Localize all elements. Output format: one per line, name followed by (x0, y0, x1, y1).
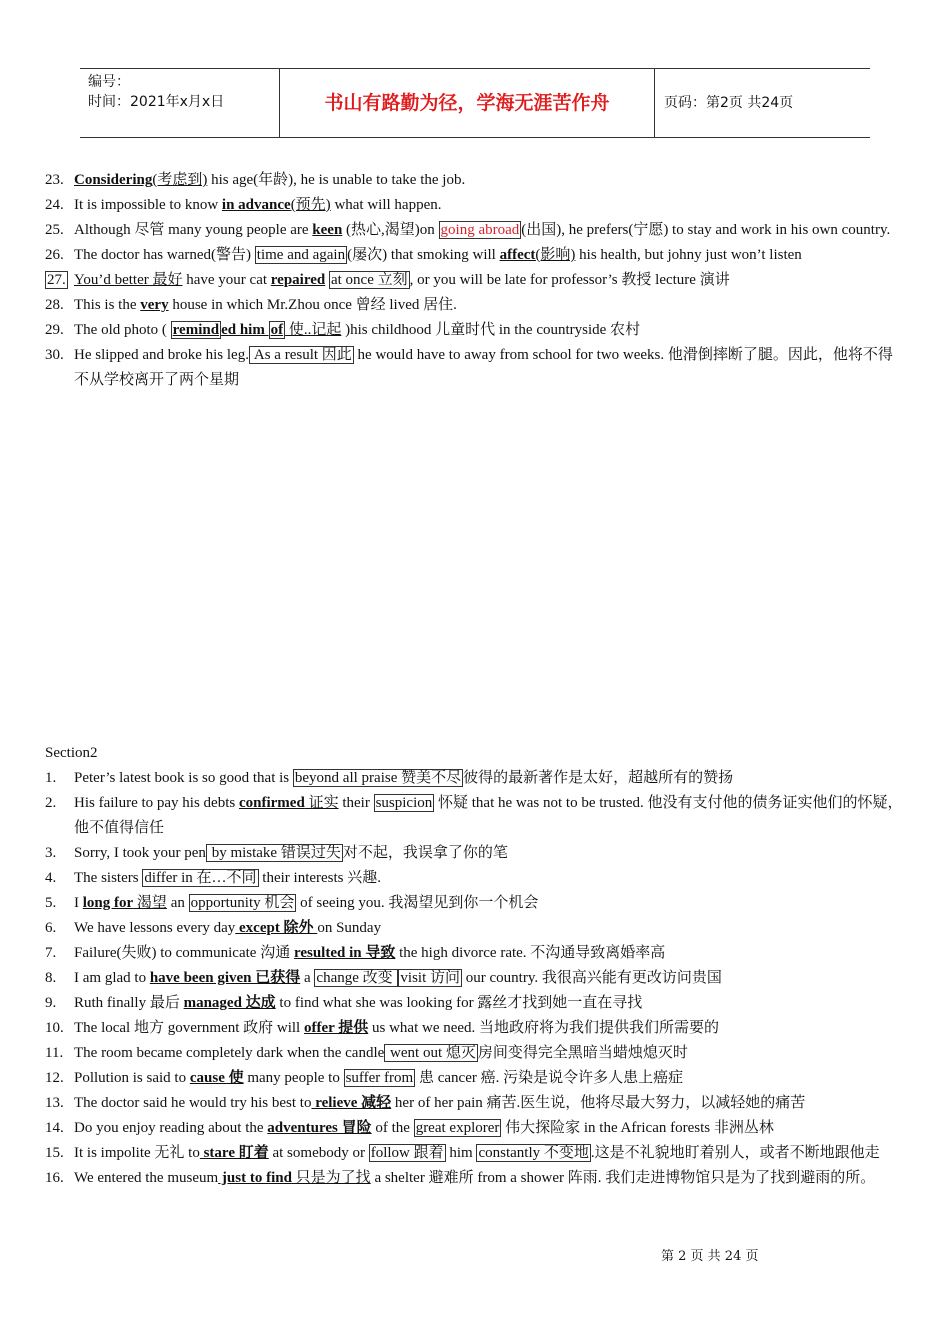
item-text (74, 1116, 905, 1141)
text-run: )his childhood 儿童时代 in the countryside 农村 (341, 322, 641, 338)
list-item (45, 1166, 905, 1191)
item-text (74, 293, 905, 318)
text-run: This is the (74, 297, 141, 313)
item-number: 8. (45, 970, 57, 986)
text-run: his age(年龄), he is unable to take the job. (207, 172, 466, 188)
text-run: affect (499, 247, 536, 263)
text-run: very (140, 297, 169, 313)
item-text (74, 343, 905, 393)
text-run: 只是为了找 (291, 1170, 371, 1186)
item-number: 7. (45, 945, 57, 961)
item-text (74, 991, 905, 1016)
text-run: went out 熄灭 (386, 1045, 476, 1061)
text-run: confirmed (238, 795, 305, 811)
text-run: (热心,渴望)on (342, 222, 439, 238)
text-run: a shelter 避难所 from a shower 阵雨. 我们走进博物馆只是为了找到避雨的所。 (370, 1170, 876, 1186)
text-run: The room became completely dark when the candle (74, 1045, 385, 1061)
text-run: I am glad to (74, 970, 150, 986)
text-run: (屡次) that smoking will (347, 247, 500, 263)
list-item (45, 168, 905, 193)
list-item (45, 243, 905, 268)
list-item (45, 941, 905, 966)
text-run: relieve 减轻 (311, 1095, 392, 1111)
serial-label: 编号： (88, 74, 130, 90)
text-run: keen (312, 222, 343, 238)
section1-list (45, 168, 905, 393)
item-text (74, 1141, 905, 1166)
section2-title: Section2 (45, 745, 98, 761)
text-run: (预先) (290, 197, 331, 213)
item-number: 11. (45, 1045, 64, 1061)
text-run: It is impolite 无礼 to (74, 1145, 200, 1161)
text-run: time and again (256, 247, 346, 263)
text-run: opportunity 机会 (190, 895, 295, 911)
item-number: 13. (45, 1095, 64, 1111)
list-item (45, 318, 905, 343)
section2-list (45, 766, 905, 1191)
text-run: 患 cancer 癌. 污染是说令许多人患上癌症 (415, 1070, 684, 1086)
text-run: house in which Mr.Zhou once 曾经 lived 居住. (168, 297, 457, 313)
item-number: 5. (45, 895, 57, 911)
text-run: long for (82, 895, 134, 911)
list-item (45, 1091, 905, 1116)
text-run: in advance (221, 197, 291, 213)
text-run: him (445, 1145, 477, 1161)
list-item (45, 1016, 905, 1041)
text-run: Ruth finally 最后 (74, 995, 184, 1011)
text-run: Peter’s latest book is so good that is (74, 770, 293, 786)
text-run: The doctor has warned(警告) (74, 247, 255, 263)
item-text (74, 1166, 905, 1191)
list-item (45, 766, 905, 791)
text-run: suffer from (345, 1070, 414, 1086)
item-number: 12. (45, 1070, 64, 1086)
text-run: cause 使 (189, 1070, 244, 1086)
text-run: , or you will be late for professor’s 教授 lecture 演讲 (409, 272, 730, 288)
text-run: 伟大探险家 in the African forests 非洲丛林 (501, 1120, 774, 1136)
text-run: ed him (221, 322, 269, 338)
text-run: The old photo ( (74, 322, 171, 338)
text-run: 怀疑 that he was not to be trusted. 他没有支付他的债务证实他们的怀疑，他不值得信任 (74, 795, 903, 836)
text-run: It is impossible to know (74, 197, 222, 213)
time-label: 时间：2021年x月x日 (88, 94, 225, 110)
text-run: their interests 兴趣. (258, 870, 382, 886)
item-number: 10. (45, 1020, 64, 1036)
text-run: great explorer (415, 1120, 500, 1136)
list-item (45, 791, 905, 841)
text-run: Failure(失败) to communicate 沟通 (74, 945, 294, 961)
list-item (45, 841, 905, 866)
item-text (74, 966, 905, 991)
text-run: The local 地方 government 政府 will (74, 1020, 304, 1036)
item-text (74, 318, 905, 343)
text-run: follow 跟着 (370, 1145, 444, 1161)
text-run: on Sunday (317, 920, 382, 936)
item-number: 14. (45, 1120, 64, 1136)
item-text (74, 243, 905, 268)
item-number: 27. (47, 272, 66, 288)
text-run: her of her pain 痛苦.医生说，他将尽最大努力，以减轻她的痛苦 (391, 1095, 806, 1111)
text-run: at once 立刻 (330, 272, 408, 288)
list-item (45, 916, 905, 941)
text-run: repaired (270, 272, 326, 288)
text-run: constantly 不变地 (478, 1145, 589, 1161)
text-run: at somebody or (268, 1145, 369, 1161)
text-run: the high divorce rate. 不沟通导致离婚率高 (395, 945, 666, 961)
header-page-number: 页码：第2页 共24页 (664, 95, 794, 111)
item-number: 15. (45, 1145, 64, 1161)
item-number: 4. (45, 870, 57, 886)
list-item (45, 293, 905, 318)
item-text (74, 841, 905, 866)
list-item (45, 966, 905, 991)
text-run: us what we need. 当地政府将为我们提供我们所需要的 (368, 1020, 720, 1036)
text-run: visit 访问 (400, 970, 460, 986)
text-run: of seeing you. 我渴望见到你一个机会 (296, 895, 539, 911)
text-run: I (74, 895, 83, 911)
item-text (74, 866, 905, 891)
text-run: Sorry, I took your pen (74, 845, 206, 861)
text-run: 对不起，我误拿了你的笔 (342, 845, 508, 861)
item-text (74, 891, 905, 916)
list-item (45, 991, 905, 1016)
item-text (74, 941, 905, 966)
text-run: offer 提供 (303, 1020, 369, 1036)
text-run: adventures 冒险 (267, 1120, 372, 1136)
page-header (80, 68, 870, 138)
item-number: 2. (45, 795, 57, 811)
text-run: a (300, 970, 315, 986)
text-run: beyond all praise 赞美不尽 (294, 770, 462, 786)
item-text (74, 193, 905, 218)
list-item (45, 1116, 905, 1141)
text-run: by mistake 错误过失 (207, 845, 341, 861)
item-number: 6. (45, 920, 57, 936)
text-run: Considering (74, 172, 153, 188)
text-run: 房间变得完全黑暗当蜡烛熄灭时 (477, 1045, 688, 1061)
item-text (74, 1016, 905, 1041)
text-run: Although 尽管 many young people are (74, 222, 313, 238)
item-number: 3. (45, 845, 57, 861)
text-run: (出国), he prefers(宁愿) to stay and work in his own country. (521, 222, 891, 238)
text-run: except 除外 (235, 920, 318, 936)
page-footer: 第 2 页 共 24 页 (661, 1249, 759, 1264)
list-item (45, 1066, 905, 1091)
text-run: 使..记起 (285, 322, 342, 338)
list-item (45, 193, 905, 218)
item-number: 25. (45, 222, 64, 238)
item-number: 1. (45, 770, 57, 786)
header-motto: 书山有路勤为径，学海无涯苦作舟 (280, 69, 655, 137)
text-run: have your cat (182, 272, 271, 288)
item-text (74, 766, 905, 791)
text-run: just to find (218, 1170, 292, 1186)
text-run: (考虑到) (152, 172, 208, 188)
text-run: change 改变 (316, 970, 397, 986)
text-run: differ in 在…不同 (144, 870, 257, 886)
text-run: We have lessons every day (74, 920, 236, 936)
text-run: His failure to pay his debts (74, 795, 239, 811)
text-run: (影响) (535, 247, 576, 263)
text-run: resulted in 导致 (293, 945, 396, 961)
list-item (45, 866, 905, 891)
item-text (74, 1091, 905, 1116)
item-number: 23. (45, 172, 64, 188)
text-run: of the (371, 1120, 414, 1136)
text-run: many people to (243, 1070, 344, 1086)
text-run: 证实 (304, 795, 339, 811)
text-run: going abroad (440, 222, 520, 238)
list-item (45, 218, 905, 243)
item-text (74, 791, 905, 841)
item-number: 26. (45, 247, 64, 263)
list-item (45, 1141, 905, 1166)
item-number: 30. (45, 347, 64, 363)
text-run: an (166, 895, 189, 911)
list-item (45, 891, 905, 916)
item-number: 28. (45, 297, 64, 313)
text-run: to find what she was looking for 露丝才找到她一直在寻找 (275, 995, 643, 1011)
text-run: As a result 因此 (250, 347, 352, 363)
item-text (74, 1066, 905, 1091)
text-run: Pollution is said to (74, 1070, 190, 1086)
item-text (74, 1041, 905, 1066)
item-text (74, 218, 905, 243)
text-run: 彼得的最新著作是太好，超越所有的赞扬 (463, 770, 734, 786)
text-run: he would have to away from school for two weeks. 他滑倒摔断了腿。因此，他将不得不从学校离开了两个星期 (74, 347, 893, 388)
text-run: have been given 已获得 (149, 970, 301, 986)
item-text (74, 168, 905, 193)
list-item (45, 1041, 905, 1066)
text-run: managed 达成 (183, 995, 276, 1011)
text-run: Do you enjoy reading about the (74, 1120, 268, 1136)
text-run: He slipped and broke his leg. (74, 347, 249, 363)
item-number: 16. (45, 1170, 64, 1186)
item-text (74, 916, 905, 941)
text-run: 渴望 (133, 895, 167, 911)
text-run: We entered the museum (74, 1170, 219, 1186)
item-text (74, 268, 905, 293)
list-item (45, 268, 905, 293)
text-run: .这是不礼貌地盯着别人，或者不断地跟他走 (590, 1145, 880, 1161)
text-run: stare 盯着 (199, 1145, 269, 1161)
text-run: You’d better 最好 (74, 272, 183, 288)
text-run: their (338, 795, 374, 811)
text-run: of (270, 322, 284, 338)
text-run: what will happen. (330, 197, 442, 213)
text-run: his health, but johny just won’t listen (575, 247, 802, 263)
text-run: The doctor said he would try his best to (74, 1095, 312, 1111)
text-run: our country. 我很高兴能有更改访问贵国 (462, 970, 722, 986)
item-number: 24. (45, 197, 64, 213)
text-run: suspicion (375, 795, 433, 811)
item-number: 9. (45, 995, 57, 1011)
text-run: remind (172, 322, 220, 338)
item-number: 29. (45, 322, 64, 338)
text-run: The sisters (74, 870, 143, 886)
header-meta (80, 69, 280, 137)
list-item (45, 343, 905, 393)
